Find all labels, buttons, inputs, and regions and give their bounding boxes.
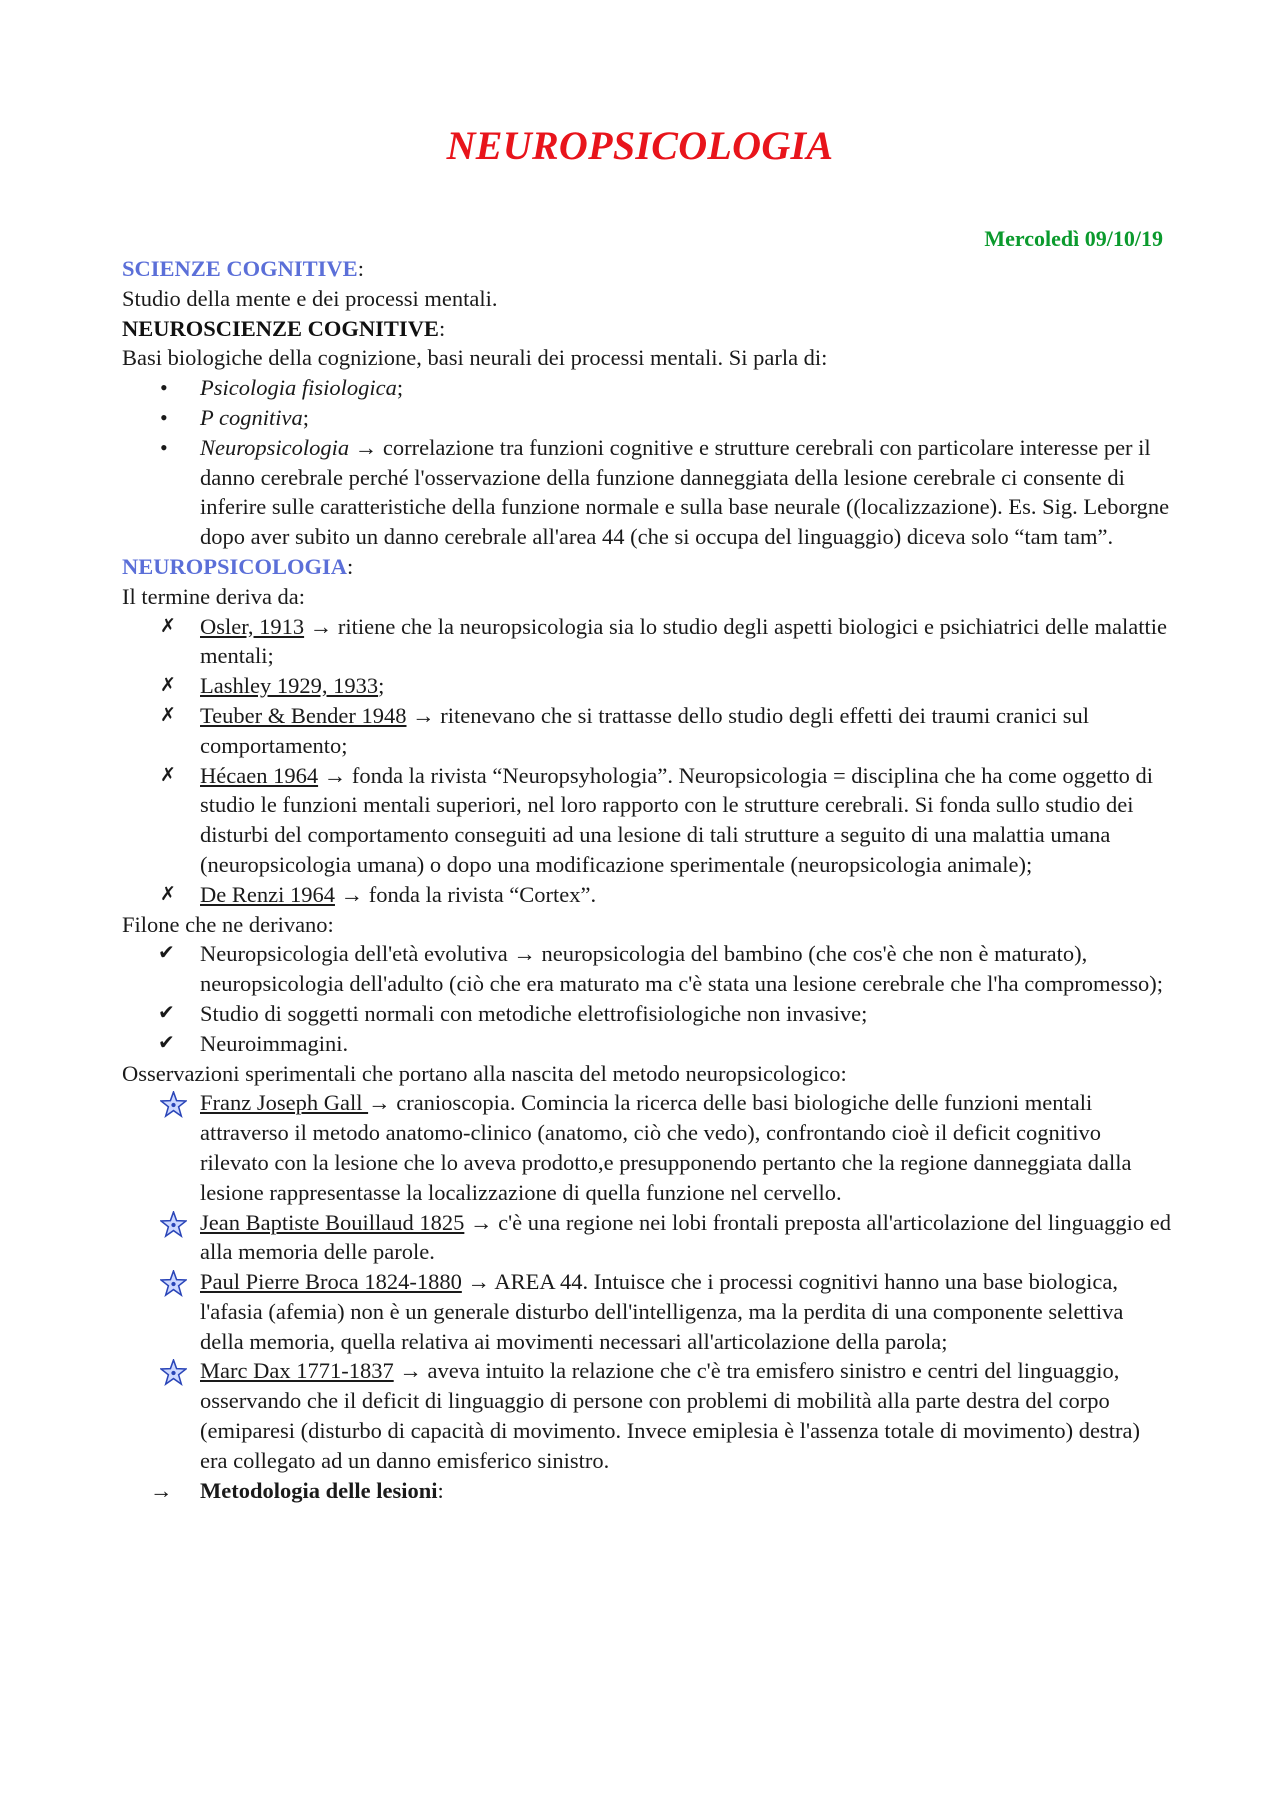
list-item-text: → fonda la rivista “Cortex”. bbox=[334, 881, 597, 907]
paragraph: Il termine deriva da: bbox=[122, 583, 306, 609]
star-icon bbox=[160, 1359, 190, 1386]
list-item-text: → ritenevano che si trattasse dello studio degli effetti dei traumi cranici sul comportamento; bbox=[200, 702, 1090, 758]
bullet-icon: • bbox=[160, 404, 168, 430]
cross-mark-icon: ✗ bbox=[160, 883, 176, 905]
cross-mark-icon: ✗ bbox=[160, 675, 176, 697]
arrow-right-icon: → bbox=[150, 1477, 173, 1503]
reference-link: Paul Pierre Broca 1824-1880 bbox=[200, 1269, 462, 1295]
list-item-text: → cranioscopia. Comincia la ricerca delle basi biologiche delle funzioni mentali attraverso il metodo anatomo-clinico (anatomo, ciò che vedo), confrontando cioè il deficit cognitivo rilevato con la lesione che lo aveva prodotto,e presupponendo pertanto che la regione danneggiata dalla lesione rappresentasse la localizzazione di quella funzione nel cervello. bbox=[200, 1090, 1132, 1205]
subsection-heading-metodologia bbox=[122, 1476, 1172, 1506]
bullet-icon: • bbox=[160, 375, 168, 401]
cross-mark-icon: ✗ bbox=[160, 704, 176, 726]
list-item-term: P cognitiva bbox=[200, 404, 303, 430]
list-item-text: ; bbox=[396, 375, 404, 401]
list-item-text: → c'è una regione nei lobi frontali preposta all'articolazione del linguaggio ed alla memoria delle parole. bbox=[200, 1209, 1171, 1265]
list-item bbox=[122, 1267, 1172, 1356]
list-item bbox=[122, 1356, 1172, 1475]
list-item-text: → AREA 44. Intuisce che i processi cognitivi hanno una base biologica, l'afasia (afemia) non è un generale disturbo dell'intelligenza, ma la perdita di una componente selettiva della memoria, quella relativa ai movimenti necessari all'articolazione della parola; bbox=[200, 1269, 1124, 1354]
list-item-text: ; bbox=[302, 404, 309, 430]
list-item bbox=[122, 373, 1172, 403]
heading-colon: : bbox=[357, 256, 364, 281]
star-icon bbox=[160, 1091, 190, 1118]
subsection-heading-text: Metodologia delle lesioni bbox=[200, 1477, 438, 1503]
reference-link: Marc Dax 1771-1837 bbox=[200, 1358, 394, 1384]
bullet-list bbox=[122, 373, 1172, 552]
list-item-text: → ritiene che la neuropsicologia sia lo studio degli aspetti biologici e psichiatrici delle malattie mentali; bbox=[200, 613, 1167, 669]
list-item-text: → aveva intuito la relazione che c'è tra emisfero sinistro e centri del linguaggio, osservando che il deficit di linguaggio di persone con problemi di mobilità alla parte destra del corpo (emiparesi (disturbo di capacità di movimento. Invece emiplesia è l'assenza totale di movimento) destra) era collegato ad un danno emisferico sinistro. bbox=[200, 1358, 1140, 1473]
paragraph: Filone che ne derivano: bbox=[122, 911, 334, 937]
document-body bbox=[122, 254, 1172, 1505]
reference-link: Hécaen 1964 bbox=[200, 762, 319, 788]
reference-link: Franz Joseph Gall bbox=[200, 1090, 369, 1116]
section-heading-neuroscienze-cognitive bbox=[122, 314, 1172, 344]
section-heading-text: NEUROSCIENZE COGNITIVE bbox=[122, 315, 439, 341]
list-item bbox=[122, 939, 1172, 999]
list-item-text: Neuropsicologia dell'età evolutiva → neuropsicologia del bambino (che cos'è che non è maturato), neuropsicologia dell'adulto (ciò che era maturato ma c'è stata una lesione cerebrale che l'ha compromesso); bbox=[200, 941, 1164, 997]
list-item bbox=[122, 403, 1172, 433]
list-item-term: Psicologia fisiologica bbox=[200, 375, 397, 401]
cross-mark-icon: ✗ bbox=[160, 615, 176, 637]
paragraph: Basi biologiche della cognizione, basi neurali dei processi mentali. Si parla di: bbox=[122, 345, 828, 371]
list-item bbox=[122, 761, 1172, 880]
check-mark-icon: ✔ bbox=[158, 1001, 175, 1024]
reference-link: De Renzi 1964 bbox=[200, 881, 335, 907]
list-item-text: → correlazione tra funzioni cognitive e strutture cerebrali con particolare interesse per il danno cerebrale perché l'osservazione della funzione danneggiata della lesione cerebrale ci consente di inferire sulle caratteristiche della funzione normale e sulla base neurale ((localizzazione). Es. Sig. Leborgne dopo aver subito un danno cerebrale all'area 44 (che si occupa del linguaggio) diceva solo “tam tam”. bbox=[200, 434, 1170, 550]
section-heading-neuropsicologia bbox=[122, 552, 1172, 582]
list-item-text: Studio di soggetti normali con metodiche elettrofisiologiche non invasive; bbox=[200, 1000, 868, 1026]
cross-mark-icon: ✗ bbox=[160, 764, 176, 786]
cross-list bbox=[122, 612, 1172, 910]
bullet-icon: • bbox=[160, 434, 168, 460]
section-heading-text: NEUROPSICOLOGIA bbox=[122, 553, 348, 579]
list-item-term: Neuropsicologia bbox=[200, 434, 350, 460]
list-item bbox=[122, 880, 1172, 910]
list-item-text: ; bbox=[378, 673, 385, 699]
list-item-text: → fonda la rivista “Neuropsyhologia”. Neuropsicologia = disciplina che ha come oggetto di studio le funzioni mentali superiori, nel loro rapporto con le strutture cerebrali. Si fonda sullo studio dei disturbi del comportamento conseguiti ad una lesione di tali strutture a seguito di una malattia umana (neuropsicologia umana) o dopo una modificazione sperimentale (neuropsicologia animale); bbox=[200, 762, 1154, 877]
reference-link: Jean Baptiste Bouillaud 1825 bbox=[200, 1209, 465, 1235]
document-title: NEUROPSICOLOGIA bbox=[446, 123, 834, 168]
check-list bbox=[122, 939, 1172, 1058]
list-item bbox=[122, 612, 1172, 672]
reference-link: Teuber & Bender 1948 bbox=[200, 702, 407, 728]
list-item-text: Neuroimmagini. bbox=[200, 1030, 349, 1056]
section-heading-text: SCIENZE COGNITIVE bbox=[122, 256, 358, 281]
reference-link: Lashley 1929, 1933 bbox=[200, 673, 379, 699]
heading-colon: : bbox=[347, 553, 354, 579]
list-item bbox=[122, 999, 1172, 1029]
section-heading-scienze-cognitive bbox=[122, 254, 1172, 284]
check-mark-icon: ✔ bbox=[158, 1031, 175, 1054]
paragraph: Osservazioni sperimentali che portano alla nascita del metodo neuropsicologico: bbox=[122, 1060, 847, 1086]
paragraph: Studio della mente e dei processi mentali. bbox=[122, 285, 498, 311]
star-icon bbox=[160, 1211, 190, 1238]
star-list bbox=[122, 1088, 1172, 1475]
list-item bbox=[122, 701, 1172, 761]
heading-colon: : bbox=[437, 1477, 444, 1503]
list-item bbox=[122, 1208, 1172, 1268]
check-mark-icon: ✔ bbox=[158, 942, 175, 965]
heading-colon: : bbox=[438, 315, 446, 341]
list-item bbox=[122, 1029, 1172, 1059]
document-date: Mercoledì 09/10/19 bbox=[984, 226, 1163, 251]
list-item bbox=[122, 1088, 1172, 1207]
list-item bbox=[122, 433, 1172, 552]
star-icon bbox=[160, 1270, 190, 1297]
list-item bbox=[122, 671, 1172, 701]
reference-link: Osler, 1913 bbox=[200, 613, 305, 639]
